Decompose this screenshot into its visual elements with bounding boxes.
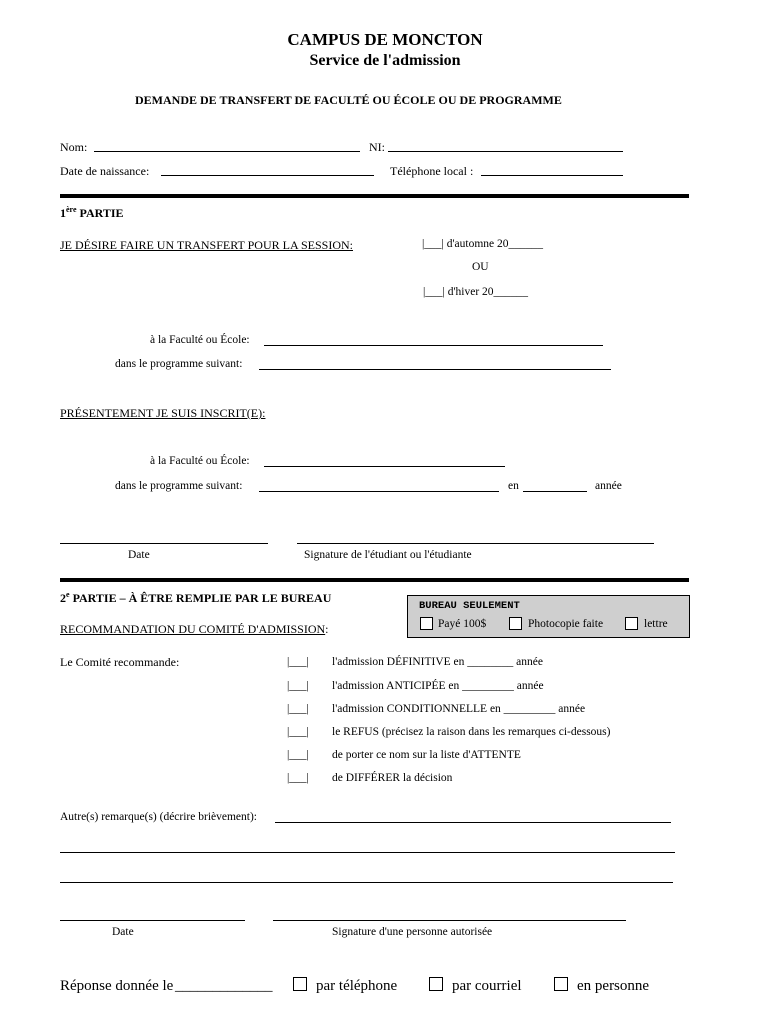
remarks-line-2[interactable] — [60, 852, 675, 853]
response-phone-label: par téléphone — [316, 978, 398, 994]
nom-label: Nom: — [60, 140, 88, 154]
section-divider-2 — [60, 578, 689, 582]
part1-title — [60, 205, 124, 221]
response-date-field[interactable]: _____________ — [175, 978, 273, 994]
recommendation-heading-text: RECOMMANDATION DU COMITÉ D'ADMISSION — [60, 622, 326, 636]
option-text: de porter ce nom sur la liste d'ATTENTE — [332, 749, 521, 761]
part2-title-sup: e — [66, 590, 70, 599]
target-program-label: dans le programme suivant: — [115, 358, 243, 370]
bureau-box — [407, 595, 690, 638]
session-winter-option[interactable]: |___| d'hiver 20______ — [423, 286, 529, 298]
student-signature-label: Signature de l'étudiant ou l'étudiante — [304, 549, 472, 561]
phone-checkbox[interactable] — [293, 977, 307, 991]
current-faculty-field[interactable] — [264, 466, 505, 467]
office-date-label: Date — [112, 926, 134, 938]
option-mark[interactable]: |___| — [287, 772, 309, 784]
en-label: en — [508, 480, 519, 492]
target-faculty-field[interactable] — [264, 345, 603, 346]
remarks-line-1[interactable] — [275, 822, 671, 823]
student-signature-field[interactable] — [297, 543, 654, 544]
mail-checkbox[interactable] — [429, 977, 443, 991]
annee-label: année — [595, 480, 622, 492]
phone-field[interactable] — [481, 175, 623, 176]
current-program-label: dans le programme suivant: — [115, 480, 243, 492]
person-checkbox[interactable] — [554, 977, 568, 991]
photocopy-label: Photocopie faite — [528, 618, 604, 630]
office-date-field[interactable] — [60, 920, 245, 921]
current-heading: PRÉSENTEMENT JE SUIS INSCRIT(E): — [60, 406, 266, 420]
letter-checkbox[interactable] — [625, 617, 638, 630]
part1-title-sup: ère — [66, 205, 77, 214]
dob-field[interactable] — [161, 175, 374, 176]
option-text: le REFUS (précisez la raison dans les remarques ci-dessous) — [332, 726, 611, 738]
option-text: de DIFFÉRER la décision — [332, 772, 453, 784]
letter-label: lettre — [644, 618, 668, 630]
dob-label: Date de naissance: — [60, 164, 150, 178]
recommendation-colon: : — [325, 622, 329, 636]
option-mark[interactable]: |___| — [287, 749, 309, 761]
option-text: l'admission ANTICIPÉE en _________ année — [332, 680, 544, 692]
response-person-label: en personne — [577, 978, 650, 994]
office-signature-label: Signature d'une personne autorisée — [332, 926, 493, 938]
remarks-label: Autre(s) remarque(s) (décrire brièvement): — [60, 811, 257, 823]
target-program-field[interactable] — [259, 369, 611, 370]
committee-label: Le Comité recommande: — [60, 655, 180, 669]
part2-title-rest: PARTIE – À ÊTRE REMPLIE PAR LE BUREAU — [72, 591, 332, 605]
part2-title-num: 2 — [60, 591, 66, 605]
photocopy-checkbox[interactable] — [509, 617, 522, 630]
form-title: DEMANDE DE TRANSFERT DE FACULTÉ OU ÉCOLE OU DE PROGRAMME — [135, 93, 562, 107]
part1-title-rest: PARTIE — [79, 206, 124, 220]
part1-title-num: 1 — [60, 206, 66, 220]
student-date-label: Date — [128, 549, 150, 561]
current-program-field[interactable] — [259, 491, 499, 492]
session-or: OU — [472, 261, 489, 273]
session-fall-option[interactable]: |___| d'automne 20______ — [422, 238, 544, 250]
recommendation-heading — [60, 622, 329, 637]
paid-label: Payé 100$ — [438, 618, 487, 630]
option-text: l'admission DÉFINITIVE en ________ année — [332, 656, 543, 668]
remarks-line-3[interactable] — [60, 882, 673, 883]
bureau-title: BUREAU SEULEMENT — [419, 600, 520, 612]
ni-label: NI: — [369, 140, 385, 154]
part2-title — [60, 590, 331, 606]
service-title: Service de l'admission — [309, 52, 461, 69]
nom-field[interactable] — [94, 151, 360, 152]
option-mark[interactable]: |___| — [287, 726, 309, 738]
section-divider-1 — [60, 194, 689, 198]
option-mark[interactable]: |___| — [287, 680, 309, 692]
paid-checkbox[interactable] — [420, 617, 433, 630]
transfer-heading: JE DÉSIRE FAIRE UN TRANSFERT POUR LA SESSION: — [60, 238, 353, 252]
phone-label: Téléphone local : — [390, 164, 474, 178]
campus-title: CAMPUS DE MONCTON — [287, 30, 483, 49]
response-mail-label: par courriel — [452, 978, 522, 994]
year-field[interactable] — [523, 491, 587, 492]
response-label: Réponse donnée le — [60, 978, 174, 994]
option-mark[interactable]: |___| — [287, 703, 309, 715]
ni-field[interactable] — [388, 151, 623, 152]
option-text: l'admission CONDITIONNELLE en _________ année — [332, 703, 586, 715]
student-date-field[interactable] — [60, 543, 268, 544]
option-mark[interactable]: |___| — [287, 656, 309, 668]
target-faculty-label: à la Faculté ou École: — [150, 334, 250, 346]
current-faculty-label: à la Faculté ou École: — [150, 455, 250, 467]
office-signature-field[interactable] — [273, 920, 626, 921]
